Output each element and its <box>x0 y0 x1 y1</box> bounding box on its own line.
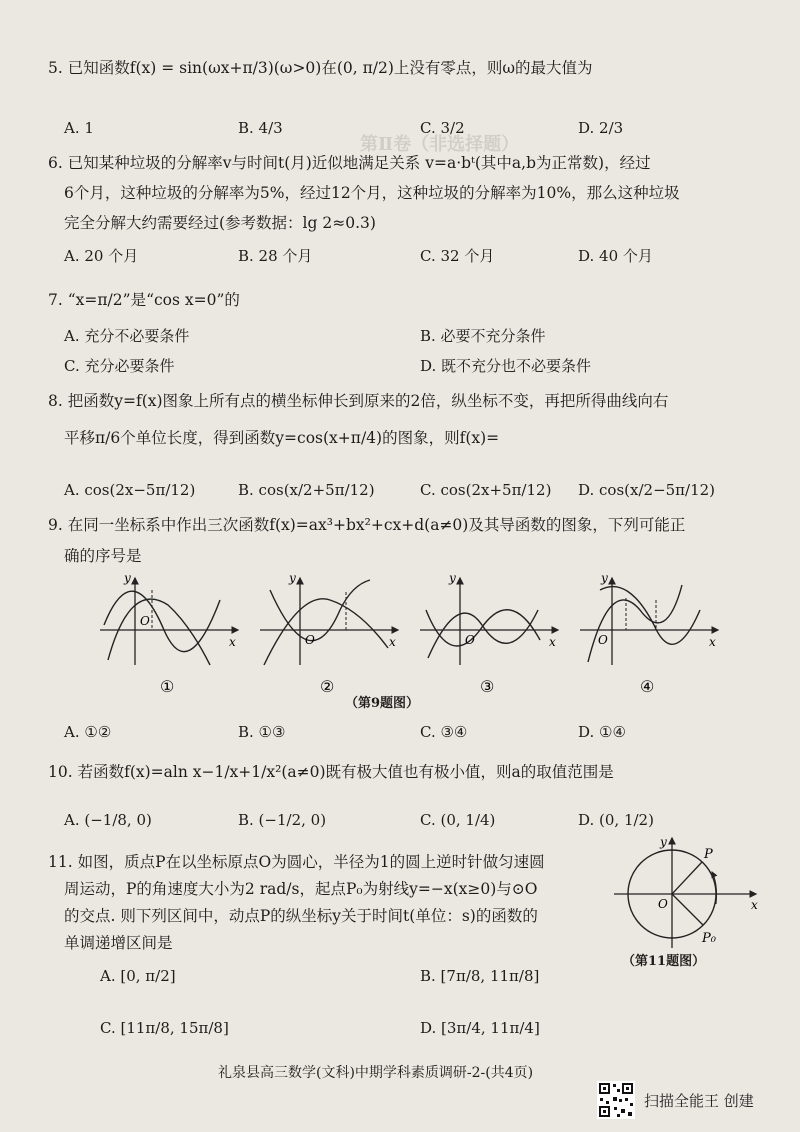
graph-4-y-label: y <box>601 571 608 585</box>
q8-line1: 8. 把函数y=f(x)图象上所有点的横坐标伸长到原来的2倍，纵坐标不变，再把所得曲线向右 <box>48 392 669 410</box>
q10-stem: 10. 若函数f(x)=aln x−1/x+1/x²(a≠0)既有极大值也有极小值，则a的取值范围是 <box>48 763 614 781</box>
q10-option-d: D. (0, 1/2) <box>578 811 654 829</box>
q8-option-a: A. cos(2x−5π/12) <box>64 481 196 499</box>
graph-1-origin-label: O <box>140 614 150 628</box>
q11-caption: （第11题图） <box>622 954 706 969</box>
q9-caption: （第9题图） <box>345 696 420 711</box>
graph-2-y-label: y <box>289 571 296 585</box>
graph-1-label: ① <box>160 677 175 696</box>
q8-option-d: D. cos(x/2−5π/12) <box>578 481 716 499</box>
q6-option-c: C. 32 个月 <box>420 247 495 265</box>
q5-option-b: B. 4/3 <box>238 119 283 137</box>
q11-line4: 单调递增区间是 <box>64 934 173 952</box>
graph-3-x-label: x <box>549 635 556 649</box>
graph-3-y-label: y <box>449 571 456 585</box>
q7-option-a: A. 充分不必要条件 <box>64 327 190 345</box>
graph-3 <box>420 571 558 696</box>
q11-option-d: D. [3π/4, 11π/4] <box>420 1019 540 1037</box>
q9-option-d: D. ①④ <box>578 723 626 741</box>
q6-option-d: D. 40 个月 <box>578 247 653 265</box>
graph-4 <box>580 571 718 696</box>
scanner-brand-text: 扫描全能王 创建 <box>644 1092 754 1110</box>
q8-option-c: C. cos(2x+5π/12) <box>420 481 552 499</box>
page-footer: 礼泉县高三数学(文科)中期学科素质调研-2-(共4页) <box>218 1065 534 1081</box>
q9-line1: 9. 在同一坐标系中作出三次函数f(x)=ax³+bx²+cx+d(a≠0)及其导函数的图象，下列可能正 <box>48 516 686 534</box>
q11-option-b: B. [7π/8, 11π/8] <box>420 967 540 985</box>
q7-stem: 7. “x=π/2”是“cos x=0”的 <box>48 291 240 309</box>
q10-option-c: C. (0, 1/4) <box>420 811 496 829</box>
q9-line2: 确的序号是 <box>64 547 142 565</box>
q6-line2: 6个月，这种垃圾的分解率为5%，经过12个月，这种垃圾的分解率为10%，那么这种垃圾 <box>64 184 680 202</box>
q11-line1: 11. 如图，质点P在以坐标原点O为圆心，半径为1的圆上逆时针做匀速圆 <box>48 853 545 871</box>
q11-y-label: y <box>660 835 667 849</box>
graph-2-label: ② <box>320 677 335 696</box>
q5-option-c: C. 3/2 <box>420 119 465 137</box>
graph-1-x-label: x <box>229 635 236 649</box>
graph-2-x-label: x <box>389 635 396 649</box>
q9-option-c: C. ③④ <box>420 723 468 741</box>
q11-p0-label: P₀ <box>702 931 716 946</box>
q7-option-d: D. 既不充分也不必要条件 <box>420 357 592 375</box>
graph-2 <box>260 571 398 696</box>
q6-option-b: B. 28 个月 <box>238 247 313 265</box>
graph-1-y-label: y <box>124 571 131 585</box>
q8-line2: 平移π/6个单位长度，得到函数y=cos(x+π/4)的图象，则f(x)= <box>64 429 500 447</box>
q6-line3: 完全分解大约需要经过(参考数据：lg 2≈0.3) <box>64 214 376 232</box>
q11-option-a: A. [0, π/2] <box>100 967 176 985</box>
q11-line3: 的交点. 则下列区间中，动点P的纵坐标y关于时间t(单位：s)的函数的 <box>64 907 538 925</box>
q11-p-label: P <box>704 847 713 862</box>
q11-origin-label: O <box>658 897 668 911</box>
q5-option-d: D. 2/3 <box>578 119 624 137</box>
q10-option-b: B. (−1/2, 0) <box>238 811 327 829</box>
q11-figure-circle <box>606 832 766 952</box>
q11-x-label: x <box>751 898 758 912</box>
q6-option-a: A. 20 个月 <box>64 247 139 265</box>
q11-line2: 周运动，P的角速度大小为2 rad/s，起点P₀为射线y=−x(x≥0)与⊙O <box>64 880 538 898</box>
bleed-through-text: 第Ⅱ卷（非选择题） <box>360 134 520 155</box>
q11-option-c: C. [11π/8, 15π/8] <box>100 1019 229 1037</box>
graph-4-x-label: x <box>709 635 716 649</box>
q5-option-a: A. 1 <box>64 119 94 137</box>
q9-option-a: A. ①② <box>64 723 112 741</box>
qr-code-icon <box>597 1081 635 1119</box>
graph-4-origin-label: O <box>598 633 608 647</box>
q8-option-b: B. cos(x/2+5π/12) <box>238 481 375 499</box>
q9-option-b: B. ①③ <box>238 723 286 741</box>
graph-3-origin-label: O <box>465 633 475 647</box>
q10-option-a: A. (−1/8, 0) <box>64 811 152 829</box>
q5-stem: 5. 已知函数f(x) = sin(ωx+π/3)(ω>0)在(0, π/2)上没有零点，则ω的最大值为 <box>48 59 593 77</box>
graph-1 <box>100 571 238 696</box>
graph-3-label: ③ <box>480 677 495 696</box>
graph-4-label: ④ <box>640 677 655 696</box>
q7-option-c: C. 充分必要条件 <box>64 357 175 375</box>
graph-2-origin-label: O <box>305 633 315 647</box>
q7-option-b: B. 必要不充分条件 <box>420 327 546 345</box>
q6-line1: 6. 已知某种垃圾的分解率v与时间t(月)近似地满足关系 v=a·bᵗ(其中a,b为正常数)，经过 <box>48 154 651 172</box>
